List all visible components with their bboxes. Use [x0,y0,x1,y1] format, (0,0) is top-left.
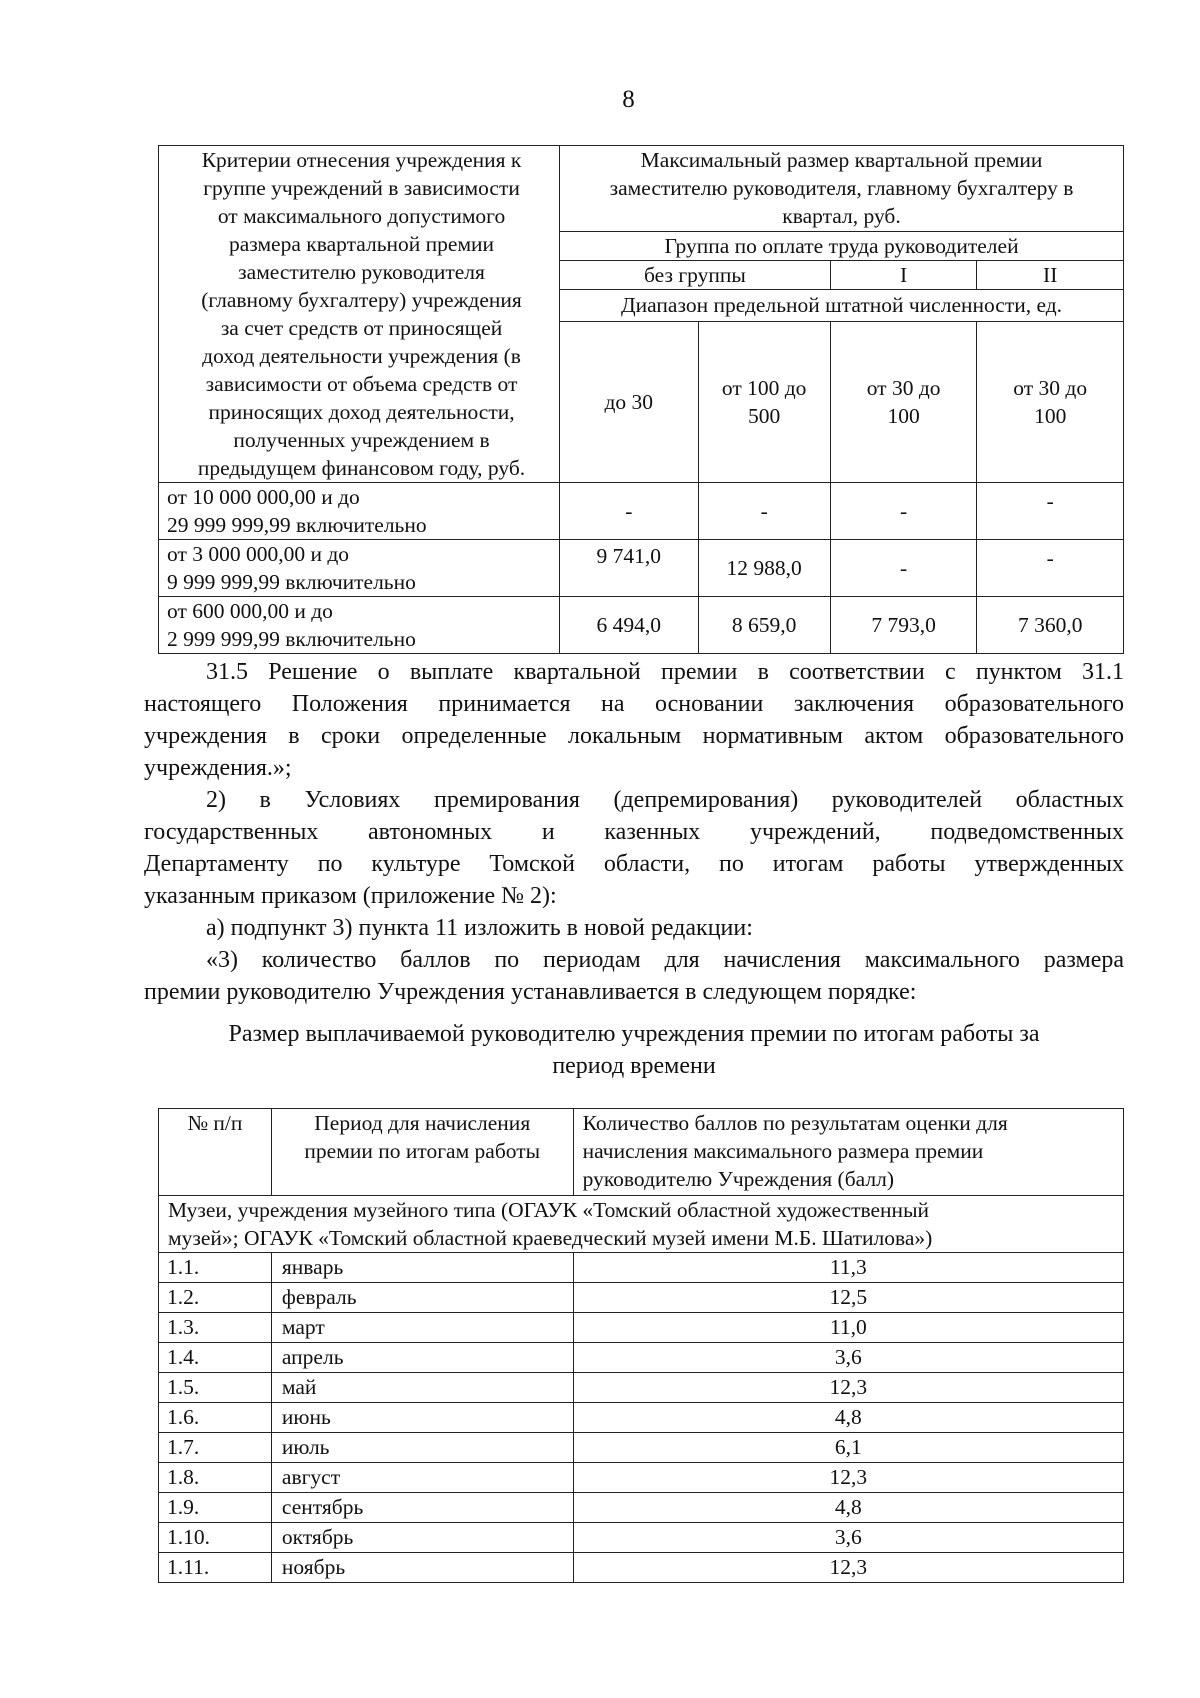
row-num: 1.1. [159,1253,272,1283]
row-score: 11,0 [573,1313,1123,1343]
value-cell: - [977,540,1124,597]
row-month: август [271,1463,573,1493]
table-row [159,1253,1124,1283]
row-label: от 3 000 000,00 и до 9 999 999,99 включительно [159,540,560,597]
table-row [159,1493,1124,1523]
range-cell: от 30 до 100 [830,321,977,482]
row-num: 1.11. [159,1553,272,1583]
value-cell: 8 659,0 [698,597,830,654]
row-month: июнь [271,1403,573,1433]
row-score: 6,1 [573,1433,1123,1463]
row-label: от 10 000 000,00 и до 29 999 999,99 включительно [159,483,560,540]
table-row [159,1523,1124,1553]
range-cell: от 30 до 100 [977,321,1124,482]
group-ii: II [977,261,1124,290]
criteria-header [159,146,560,483]
premium-size-table [158,145,1124,654]
value-cell: 12 988,0 [698,540,830,597]
row-score: 4,8 [573,1493,1123,1523]
row-score: 3,6 [573,1523,1123,1553]
row-num: 1.7. [159,1433,272,1463]
value-cell: 7 793,0 [830,597,977,654]
row-month: сентябрь [271,1493,573,1523]
range-cell: от 100 до 500 [698,321,830,482]
value-cell: 9 741,0 [560,540,698,597]
table-row [159,1313,1124,1343]
value-cell: - [830,483,977,540]
row-score: 12,3 [573,1553,1123,1583]
page-number: 8 [622,86,635,113]
row-month: апрель [271,1343,573,1373]
row-score: 4,8 [573,1403,1123,1433]
max-premium-header: Максимальный размер квартальной премии заместителю руководителя, главному бухгалтеру в квартал, руб. [560,146,1124,232]
table-row [159,597,1124,654]
points-by-period-table [158,1108,1124,1583]
table-row [159,1433,1124,1463]
table-row [159,1403,1124,1433]
row-score: 12,5 [573,1283,1123,1313]
row-label: от 600 000,00 и до 2 999 999,99 включительно [159,597,560,654]
row-month: ноябрь [271,1553,573,1583]
header-score: Количество баллов по результатам оценки для начисления максимального размера премии руководителю Учреждения (балл) [573,1109,1123,1196]
row-num: 1.10. [159,1523,272,1553]
table2-title: Размер выплачиваемой руководителю учреждения премии по итогам работы за период времени [228,1021,1040,1079]
row-month: июль [271,1433,573,1463]
range-cell: до 30 [560,321,698,482]
group-i: I [830,261,977,290]
row-num: 1.2. [159,1283,272,1313]
row-num: 1.6. [159,1403,272,1433]
value-cell: - [698,483,830,540]
row-month: май [271,1373,573,1403]
table-row [159,1373,1124,1403]
value-cell: - [560,483,698,540]
paragraph-2: 2) в Условиях премирования (депремирования) руководителей областных государственных автономных и казенных учреждений, подведомственных Департаменту по культуре Томской области, по итогам работы утвержденных указанным приказом (приложение № 2): [144,787,1124,909]
table-row [159,483,1124,540]
value-cell: - [977,483,1124,540]
criteria-lines: Критерии отнесения учреждения к группе учреждений в зависимости от максимального допустимого размера квартальной премии заместителю руководителя (главному бухгалтеру) учреждения за счет средств от приносящей доход деятельности учреждения (в зависимости от объема средств от приносящих доход деятельности, полученных учреждением в предыдущем финансовом году, руб. [197,148,526,480]
row-month: февраль [271,1283,573,1313]
row-score: 11,3 [573,1253,1123,1283]
group-header: Группа по оплате труда руководителей [560,231,1124,260]
range-header: Диапазон предельной штатной численности, ед. [560,290,1124,321]
row-num: 1.3. [159,1313,272,1343]
value-cell: 7 360,0 [977,597,1124,654]
row-score: 12,3 [573,1373,1123,1403]
row-month: октябрь [271,1523,573,1553]
row-score: 3,6 [573,1343,1123,1373]
row-month: март [271,1313,573,1343]
value-cell: - [830,540,977,597]
row-num: 1.8. [159,1463,272,1493]
table-row [159,1463,1124,1493]
value-cell: 6 494,0 [560,597,698,654]
row-month: январь [271,1253,573,1283]
table-row [159,1343,1124,1373]
paragraph-3: «3) количество баллов по периодам для начисления максимального размера премии руководителю Учреждения устанавливается в следующем порядке: [144,947,1124,1005]
paragraph-31-5: 31.5 Решение о выплате квартальной премии в соответствии с пунктом 31.1 настоящего Положения принимается на основании заключения образовательного учреждения в сроки определенные локальным нормативным актом образовательного учреждения.»; [144,659,1124,781]
table-row [159,1553,1124,1583]
row-num: 1.4. [159,1343,272,1373]
table-row [159,540,1124,597]
header-period: Период для начисления премии по итогам работы [271,1109,573,1196]
row-score: 12,3 [573,1463,1123,1493]
header-num: № п/п [159,1109,272,1196]
row-num: 1.5. [159,1373,272,1403]
table-row [159,1283,1124,1313]
group-row: Музеи, учреждения музейного типа (ОГАУК «Томский областной художественный музей»; ОГАУК «Томский областной краеведческий музей имени М.Б. Шатилова») [159,1196,1124,1253]
row-num: 1.9. [159,1493,272,1523]
group-no-group: без группы [560,261,831,290]
paragraph-a: а) подпункт 3) пункта 11 изложить в новой редакции: [206,915,753,941]
